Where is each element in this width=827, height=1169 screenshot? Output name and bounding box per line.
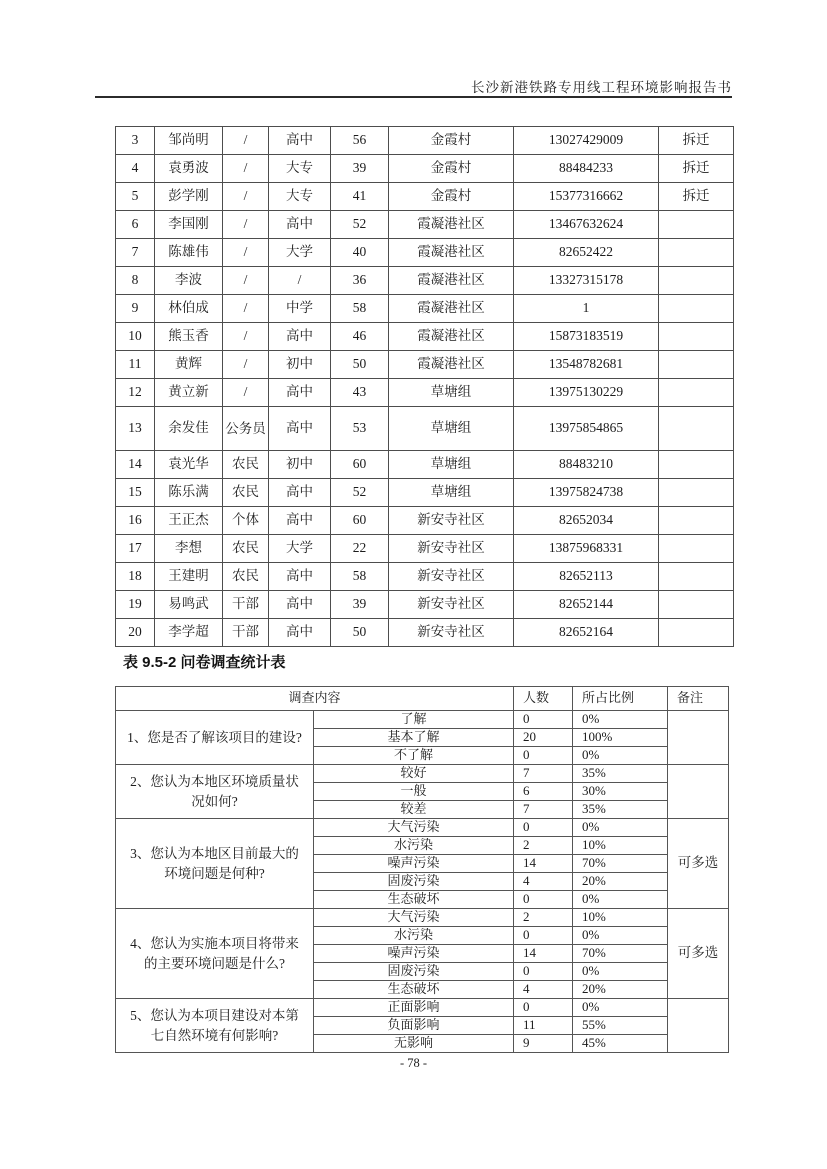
table-cell: 金霞村 [389,127,514,155]
table-cell: 13548782681 [514,351,659,379]
table-cell: 1 [514,295,659,323]
table-cell: 金霞村 [389,155,514,183]
table-cell [659,619,734,647]
survey-question: 1、您是否了解该项目的建设? [116,711,314,765]
table-cell: 熊玉香 [155,323,223,351]
table-cell [659,323,734,351]
table-cell [659,351,734,379]
table-cell: 陈雄伟 [155,239,223,267]
table-cell: / [223,211,269,239]
table-row [116,295,734,323]
survey-count: 14 [514,855,573,873]
table-cell: 邹尚明 [155,127,223,155]
respondent-table-body [116,127,734,647]
survey-ratio: 30% [573,783,668,801]
survey-ratio: 20% [573,873,668,891]
table-row [116,155,734,183]
table-cell: 易鸣武 [155,591,223,619]
table-cell: 农民 [223,479,269,507]
survey-option: 较好 [314,765,514,783]
survey-question: 2、您认为本地区环境质量状况如何? [116,765,314,819]
survey-header-remark: 备注 [668,687,729,711]
survey-option: 了解 [314,711,514,729]
table-cell [659,451,734,479]
survey-count: 14 [514,945,573,963]
survey-count: 20 [514,729,573,747]
table-cell: / [223,295,269,323]
table-cell: 金霞村 [389,183,514,211]
table-cell: 82652113 [514,563,659,591]
table-cell: / [223,267,269,295]
table-cell: 58 [331,295,389,323]
table-cell: 52 [331,211,389,239]
table-cell: 5 [116,183,155,211]
table-cell: 大专 [269,155,331,183]
table-cell: / [223,155,269,183]
table-cell [659,563,734,591]
survey-ratio: 10% [573,909,668,927]
table-cell [659,295,734,323]
table-cell: 新安寺社区 [389,507,514,535]
table-cell: 农民 [223,535,269,563]
table-cell: 农民 [223,451,269,479]
table-cell: 13975854865 [514,407,659,451]
table-cell: 82652164 [514,619,659,647]
table-cell: 新安寺社区 [389,619,514,647]
table-cell: 公务员 [223,407,269,451]
table-cell: 大学 [269,535,331,563]
table-cell: 初中 [269,451,331,479]
table-cell: 11 [116,351,155,379]
survey-table-body [116,687,729,1053]
table-row [116,351,734,379]
table-cell: 50 [331,351,389,379]
table-cell: 36 [331,267,389,295]
table-cell: 袁光华 [155,451,223,479]
table-cell: 82652422 [514,239,659,267]
table-cell [659,535,734,563]
table-cell: 拆迁 [659,127,734,155]
table-cell: 高中 [269,619,331,647]
survey-option: 无影响 [314,1035,514,1053]
survey-count: 0 [514,999,573,1017]
table-cell [659,239,734,267]
table-cell: 高中 [269,407,331,451]
survey-ratio: 0% [573,891,668,909]
survey-count: 2 [514,909,573,927]
table-cell: 39 [331,155,389,183]
table-cell: 霞凝港社区 [389,267,514,295]
table-caption: 表 9.5-2 问卷调查统计表 [123,654,286,671]
survey-count: 7 [514,765,573,783]
table-cell: 88484233 [514,155,659,183]
survey-count: 0 [514,711,573,729]
table-cell: / [223,239,269,267]
table-row [116,535,734,563]
table-cell: 53 [331,407,389,451]
table-cell [659,211,734,239]
table-cell: 新安寺社区 [389,535,514,563]
survey-option: 噪声污染 [314,855,514,873]
table-cell: 袁勇波 [155,155,223,183]
table-cell: 13467632624 [514,211,659,239]
survey-ratio: 55% [573,1017,668,1035]
survey-row [116,819,729,837]
survey-table [115,686,729,1053]
table-cell: 58 [331,563,389,591]
survey-count: 4 [514,981,573,999]
table-cell [659,407,734,451]
table-cell: 16 [116,507,155,535]
table-cell: 82652034 [514,507,659,535]
table-cell: 霞凝港社区 [389,295,514,323]
table-cell: 56 [331,127,389,155]
table-cell: / [223,379,269,407]
survey-option: 水污染 [314,927,514,945]
survey-option: 水污染 [314,837,514,855]
table-row [116,239,734,267]
table-cell: 余发佳 [155,407,223,451]
table-cell: 彭学刚 [155,183,223,211]
survey-ratio: 70% [573,945,668,963]
table-cell [659,479,734,507]
survey-ratio: 0% [573,819,668,837]
table-cell: 霞凝港社区 [389,351,514,379]
table-cell: 18 [116,563,155,591]
header-rule [95,96,732,98]
table-cell: 高中 [269,591,331,619]
survey-count: 11 [514,1017,573,1035]
survey-count: 6 [514,783,573,801]
survey-row [116,999,729,1017]
table-cell: 15 [116,479,155,507]
table-cell: 15377316662 [514,183,659,211]
table-cell: 干部 [223,591,269,619]
table-cell: 15873183519 [514,323,659,351]
survey-header-count: 人数 [514,687,573,711]
table-cell: 李想 [155,535,223,563]
survey-option: 生态破坏 [314,891,514,909]
table-cell: 高中 [269,507,331,535]
table-cell: 高中 [269,479,331,507]
table-cell: 13 [116,407,155,451]
survey-ratio: 0% [573,999,668,1017]
survey-question: 5、您认为本项目建设对本第七自然环境有何影响? [116,999,314,1053]
survey-ratio: 0% [573,711,668,729]
survey-option: 负面影响 [314,1017,514,1035]
table-cell: 13975824738 [514,479,659,507]
survey-header-content: 调查内容 [116,687,514,711]
table-cell: 中学 [269,295,331,323]
survey-count: 0 [514,963,573,981]
table-row [116,451,734,479]
table-cell: 10 [116,323,155,351]
table-cell: 60 [331,507,389,535]
table-cell: 王正杰 [155,507,223,535]
table-cell: 82652144 [514,591,659,619]
table-row [116,507,734,535]
table-cell: 大专 [269,183,331,211]
survey-count: 7 [514,801,573,819]
table-cell: 46 [331,323,389,351]
table-cell: / [223,183,269,211]
survey-option: 大气污染 [314,909,514,927]
survey-remark: 可多选 [668,909,729,999]
table-cell: 50 [331,619,389,647]
table-cell: 干部 [223,619,269,647]
table-cell: 陈乐满 [155,479,223,507]
table-cell: 高中 [269,127,331,155]
table-row [116,591,734,619]
table-cell: 黄立新 [155,379,223,407]
survey-row [116,711,729,729]
table-row [116,127,734,155]
survey-ratio: 70% [573,855,668,873]
table-row [116,619,734,647]
survey-count: 9 [514,1035,573,1053]
survey-count: 0 [514,747,573,765]
table-cell: 9 [116,295,155,323]
survey-option: 固废污染 [314,963,514,981]
table-cell: 22 [331,535,389,563]
page-number: - 78 - [399,1056,428,1070]
table-cell: / [223,351,269,379]
survey-ratio: 35% [573,765,668,783]
table-cell [659,379,734,407]
table-cell: 60 [331,451,389,479]
table-cell: 13327315178 [514,267,659,295]
table-row [116,183,734,211]
survey-ratio: 100% [573,729,668,747]
table-cell: 88483210 [514,451,659,479]
survey-remark: 可多选 [668,819,729,909]
table-cell: 43 [331,379,389,407]
survey-count: 0 [514,891,573,909]
table-cell: 李国刚 [155,211,223,239]
table-cell: 4 [116,155,155,183]
survey-option: 不了解 [314,747,514,765]
table-cell: 高中 [269,323,331,351]
survey-count: 2 [514,837,573,855]
survey-ratio: 0% [573,927,668,945]
survey-row [116,909,729,927]
table-cell: 霞凝港社区 [389,323,514,351]
table-cell: 17 [116,535,155,563]
table-cell: / [223,127,269,155]
table-cell: 高中 [269,211,331,239]
table-row [116,379,734,407]
survey-count: 4 [514,873,573,891]
table-cell: 黄辉 [155,351,223,379]
document-header-title: 长沙新港铁路专用线工程环境影响报告书 [471,80,732,95]
survey-ratio: 0% [573,963,668,981]
table-cell: 52 [331,479,389,507]
table-cell: 19 [116,591,155,619]
table-cell: 13975130229 [514,379,659,407]
survey-row [116,765,729,783]
survey-header-ratio: 所占比例 [573,687,668,711]
survey-option: 大气污染 [314,819,514,837]
survey-remark [668,711,729,765]
survey-remark [668,765,729,819]
table-cell: 高中 [269,563,331,591]
survey-option: 基本了解 [314,729,514,747]
table-cell: 20 [116,619,155,647]
survey-ratio: 10% [573,837,668,855]
table-cell: 8 [116,267,155,295]
survey-question: 4、您认为实施本项目将带来的主要环境问题是什么? [116,909,314,999]
table-cell: 王建明 [155,563,223,591]
survey-ratio: 35% [573,801,668,819]
table-cell: 7 [116,239,155,267]
table-row [116,563,734,591]
table-row [116,479,734,507]
table-cell: 12 [116,379,155,407]
table-row [116,323,734,351]
survey-header-row [116,687,729,711]
table-cell: 林伯成 [155,295,223,323]
table-cell [659,507,734,535]
table-cell [659,267,734,295]
survey-count: 0 [514,927,573,945]
table-cell: 39 [331,591,389,619]
table-cell: 新安寺社区 [389,563,514,591]
table-cell: 13875968331 [514,535,659,563]
table-cell: / [223,323,269,351]
table-cell: 霞凝港社区 [389,211,514,239]
table-cell: 6 [116,211,155,239]
table-row [116,211,734,239]
table-cell [659,591,734,619]
survey-option: 较差 [314,801,514,819]
table-cell: 3 [116,127,155,155]
survey-option: 一般 [314,783,514,801]
table-row [116,267,734,295]
table-cell: / [269,267,331,295]
survey-option: 固废污染 [314,873,514,891]
table-row [116,407,734,451]
survey-option: 正面影响 [314,999,514,1017]
survey-option: 噪声污染 [314,945,514,963]
survey-question: 3、您认为本地区目前最大的环境问题是何种? [116,819,314,909]
table-cell: 大学 [269,239,331,267]
table-cell: 拆迁 [659,155,734,183]
table-cell: 李学超 [155,619,223,647]
table-cell: 41 [331,183,389,211]
table-cell: 高中 [269,379,331,407]
survey-ratio: 0% [573,747,668,765]
table-cell: 农民 [223,563,269,591]
table-cell: 个体 [223,507,269,535]
survey-remark [668,999,729,1053]
table-cell: 初中 [269,351,331,379]
table-cell: 新安寺社区 [389,591,514,619]
table-cell: 草塘组 [389,479,514,507]
table-cell: 李波 [155,267,223,295]
survey-ratio: 20% [573,981,668,999]
table-cell: 13027429009 [514,127,659,155]
survey-ratio: 45% [573,1035,668,1053]
respondent-table [115,126,734,647]
table-cell: 霞凝港社区 [389,239,514,267]
table-cell: 14 [116,451,155,479]
table-cell: 草塘组 [389,451,514,479]
table-cell: 40 [331,239,389,267]
table-cell: 拆迁 [659,183,734,211]
survey-option: 生态破坏 [314,981,514,999]
survey-count: 0 [514,819,573,837]
table-cell: 草塘组 [389,407,514,451]
table-cell: 草塘组 [389,379,514,407]
